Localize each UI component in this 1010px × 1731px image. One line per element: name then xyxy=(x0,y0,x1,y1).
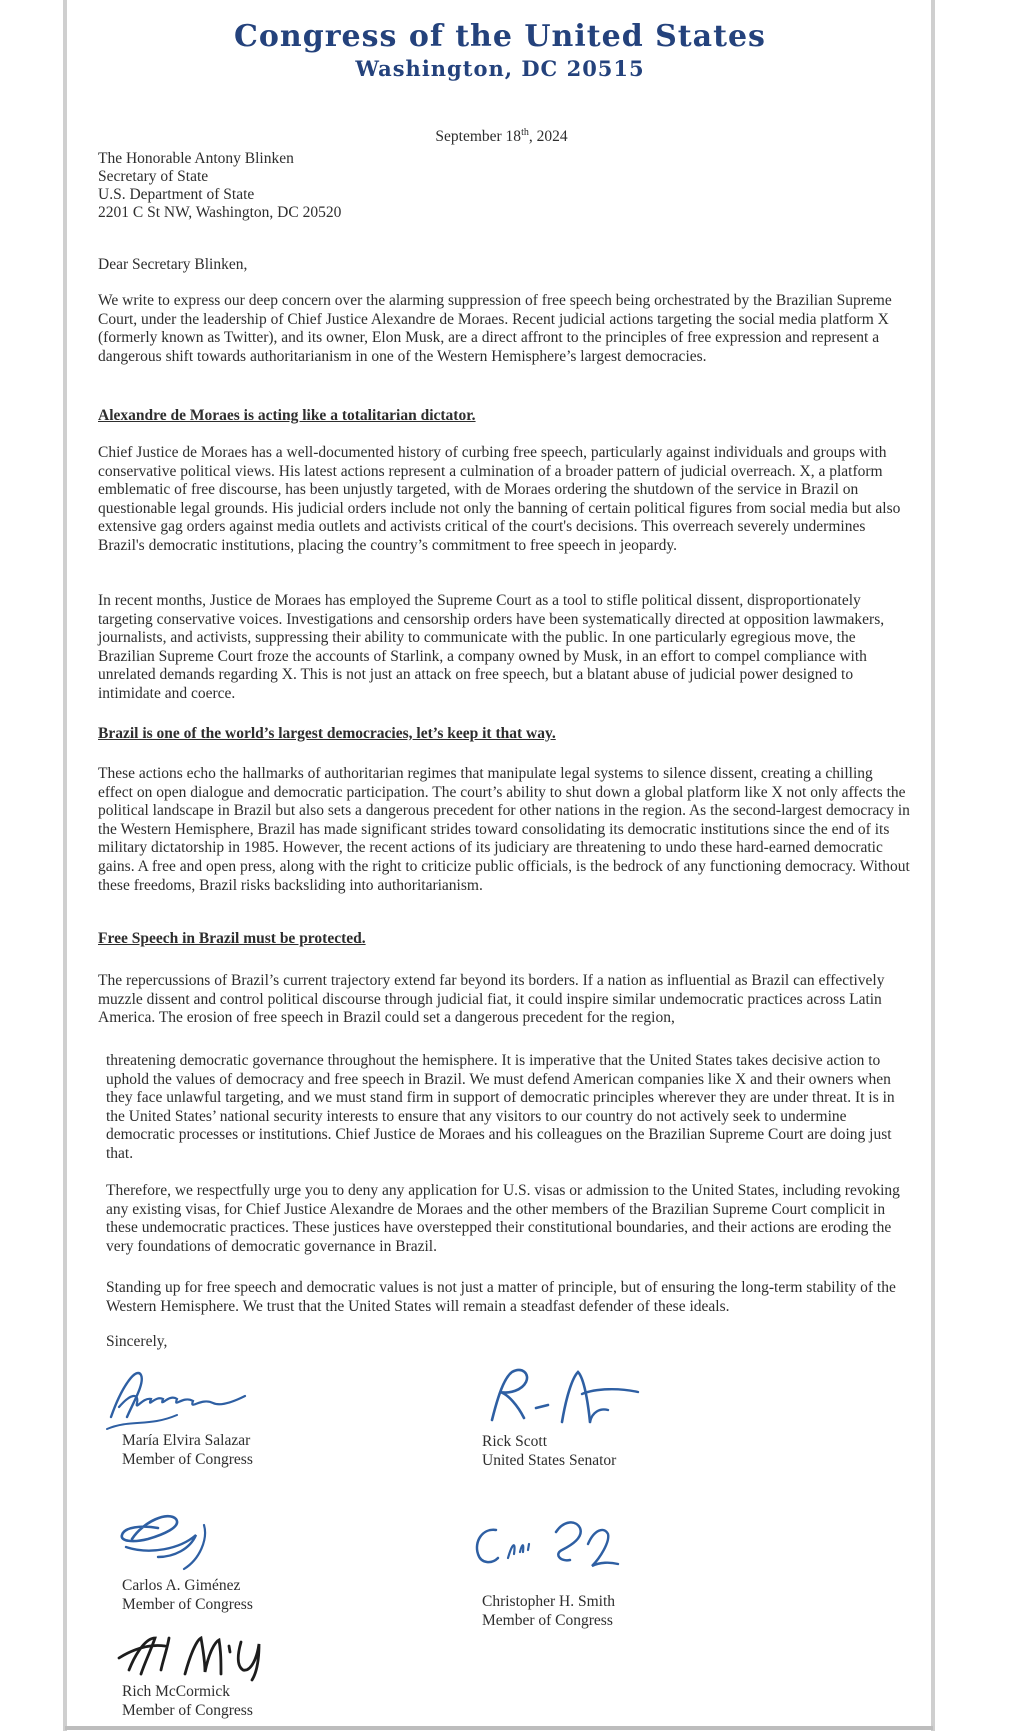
signer-title: United States Senator xyxy=(482,1451,617,1469)
signature-christopher-smith xyxy=(468,1516,633,1578)
section-heading: Alexandre de Moraes is acting like a totalitarian dictator. xyxy=(98,407,476,424)
recipient-block xyxy=(98,150,341,222)
letterhead xyxy=(65,20,935,82)
date-suffix: , 2024 xyxy=(528,128,568,146)
date-prefix: September 18 xyxy=(435,128,522,146)
section-heading: Brazil is one of the world’s largest democracies, let’s keep it that way. xyxy=(98,725,556,742)
recipient-line: 2201 C St NW, Washington, DC 20520 xyxy=(98,204,342,221)
signature-maria-elvira-salazar xyxy=(103,1363,263,1433)
page-edge-right xyxy=(931,0,935,1731)
signer-name: Rick Scott xyxy=(482,1433,548,1450)
recipient-line: U.S. Department of State xyxy=(98,186,255,203)
signature-rick-scott xyxy=(478,1366,658,1432)
salutation: Dear Secretary Blinken, xyxy=(98,256,248,273)
signer-block xyxy=(122,1432,253,1469)
signer-name: Carlos A. Giménez xyxy=(122,1577,241,1594)
signer-name: Christopher H. Smith xyxy=(482,1593,616,1610)
page-edge-left xyxy=(63,0,67,1731)
section-heading: Free Speech in Brazil must be protected. xyxy=(98,930,366,947)
letter-paragraph: threatening democratic governance throughout the hemisphere. It is imperative that the United States takes decisive action to uphold the values of democracy and free speech in Brazil. We must defend American companies like X and their owners when they face unlawful targeting, and we must stand firm in support of democratic principles wherever they are under threat. It is in the United States’ national security interests to ensure that any visitors to our country do not actively seek to undermine democratic processes or institutions. Chief Justice de Moraes and his colleagues on the Brazilian Supreme Court are doing just that. xyxy=(106,1052,895,1162)
letter-paragraph: In recent months, Justice de Moraes has employed the Supreme Court as a tool to stifle political dissent, disproportionately targeting conservative voices. Investigations and censorship orders have been systematically directed at opposition lawmakers, journalists, and activists, suppressing their ability to communicate with the public. In one particularly egregious move, the Brazilian Supreme Court froze the accounts of Starlink, a company owned by Musk, in an effort to compel compliance with unrelated demands regarding X. This is not just an attack on free speech, but a blatant abuse of judicial power designed to intimidate and coerce. xyxy=(98,592,885,702)
page-edge-bottom xyxy=(65,1726,933,1730)
signer-block xyxy=(482,1433,616,1470)
signer-title: Member of Congress xyxy=(122,1450,253,1468)
date-line xyxy=(98,127,905,146)
letter-paragraph: These actions echo the hallmarks of authoritarian regimes that manipulate legal systems to silence dissent, creating a chilling effect on open dialogue and democratic participation. The court’s ability to shut down a global platform like X not only affects the political landscape in Brazil but also sets a dangerous precedent for other nations in the region. As the second-largest democracy in the Western Hemisphere, Brazil has made significant strides toward consolidating its democratic institutions since the end of its military dictatorship in 1985. However, the recent actions of its judiciary are threatening to undo these hard-earned democratic gains. A free and open press, along with the right to criticize public officials, is the bedrock of any functioning democracy. Without these freedoms, Brazil risks backsliding into authoritarianism. xyxy=(98,765,910,894)
letter-paragraph: Therefore, we respectfully urge you to deny any application for U.S. visas or admission to the United States, including revoking any existing visas, for Chief Justice Alexandre de Moraes and the other members of the Brazilian Supreme Court complicit in these undemocratic practices. These justices have overstepped their constitutional boundaries, and their actions are eroding the very foundations of democratic governance in Brazil. xyxy=(106,1182,900,1255)
signer-title: Member of Congress xyxy=(482,1611,613,1629)
letterhead-city: Washington, DC 20515 xyxy=(355,56,645,81)
letter-paragraph: Standing up for free speech and democratic values is not just a matter of principle, but of ensuring the long-term stability of the Western Hemisphere. We trust that the United States will remain a steadfast defender of these ideals. xyxy=(106,1279,896,1315)
signer-name: Rich McCormick xyxy=(122,1683,231,1700)
letterhead-org: Congress of the United States xyxy=(234,19,766,54)
date-superscript: th xyxy=(521,127,529,138)
signer-block xyxy=(122,1577,253,1614)
signer-name: María Elvira Salazar xyxy=(122,1432,251,1449)
recipient-line: The Honorable Antony Blinken xyxy=(98,150,294,167)
signer-title: Member of Congress xyxy=(122,1595,253,1613)
closing-salutation: Sincerely, xyxy=(106,1333,168,1350)
signature-carlos-gimenez xyxy=(108,1505,253,1575)
recipient-line: Secretary of State xyxy=(98,168,209,185)
letter-paragraph: Chief Justice de Moraes has a well-documented history of curbing free speech, particularly against individuals and groups with conservative political views. His latest actions represent a culmination of a broader pattern of judicial overreach. X, a platform emblematic of free discourse, has been unjustly targeted, with de Moraes ordering the shutdown of the service in Brazil on questionable legal grounds. His judicial orders include not only the banning of certain political figures from social media but also extensive gag orders against media outlets and activists critical of the court's decisions. This overreach severely undermines Brazil's democratic institutions, placing the country’s commitment to free speech in jeopardy. xyxy=(98,444,901,554)
letter-paragraph: The repercussions of Brazil’s current trajectory extend far beyond its borders. If a nation as influential as Brazil can effectively muzzle dissent and control political discourse through judicial fiat, it could inspire similar undemocratic practices across Latin America. The erosion of free speech in Brazil could set a dangerous precedent for the region, xyxy=(98,972,885,1027)
signer-block xyxy=(482,1593,615,1630)
signer-title: Member of Congress xyxy=(122,1701,253,1719)
signature-rich-mccormick xyxy=(113,1628,283,1684)
letter-paragraph: We write to express our deep concern over the alarming suppression of free speech being orchestrated by the Brazilian Supreme Court, under the leadership of Chief Justice Alexandre de Moraes. Recent judicial actions targeting the social media platform X (formerly known as Twitter), and its owner, Elon Musk, are a direct affront to the principles of free expression and represent a dangerous shift towards authoritarianism in one of the Western Hemisphere’s largest democracies. xyxy=(98,292,892,365)
signer-block xyxy=(122,1683,253,1720)
